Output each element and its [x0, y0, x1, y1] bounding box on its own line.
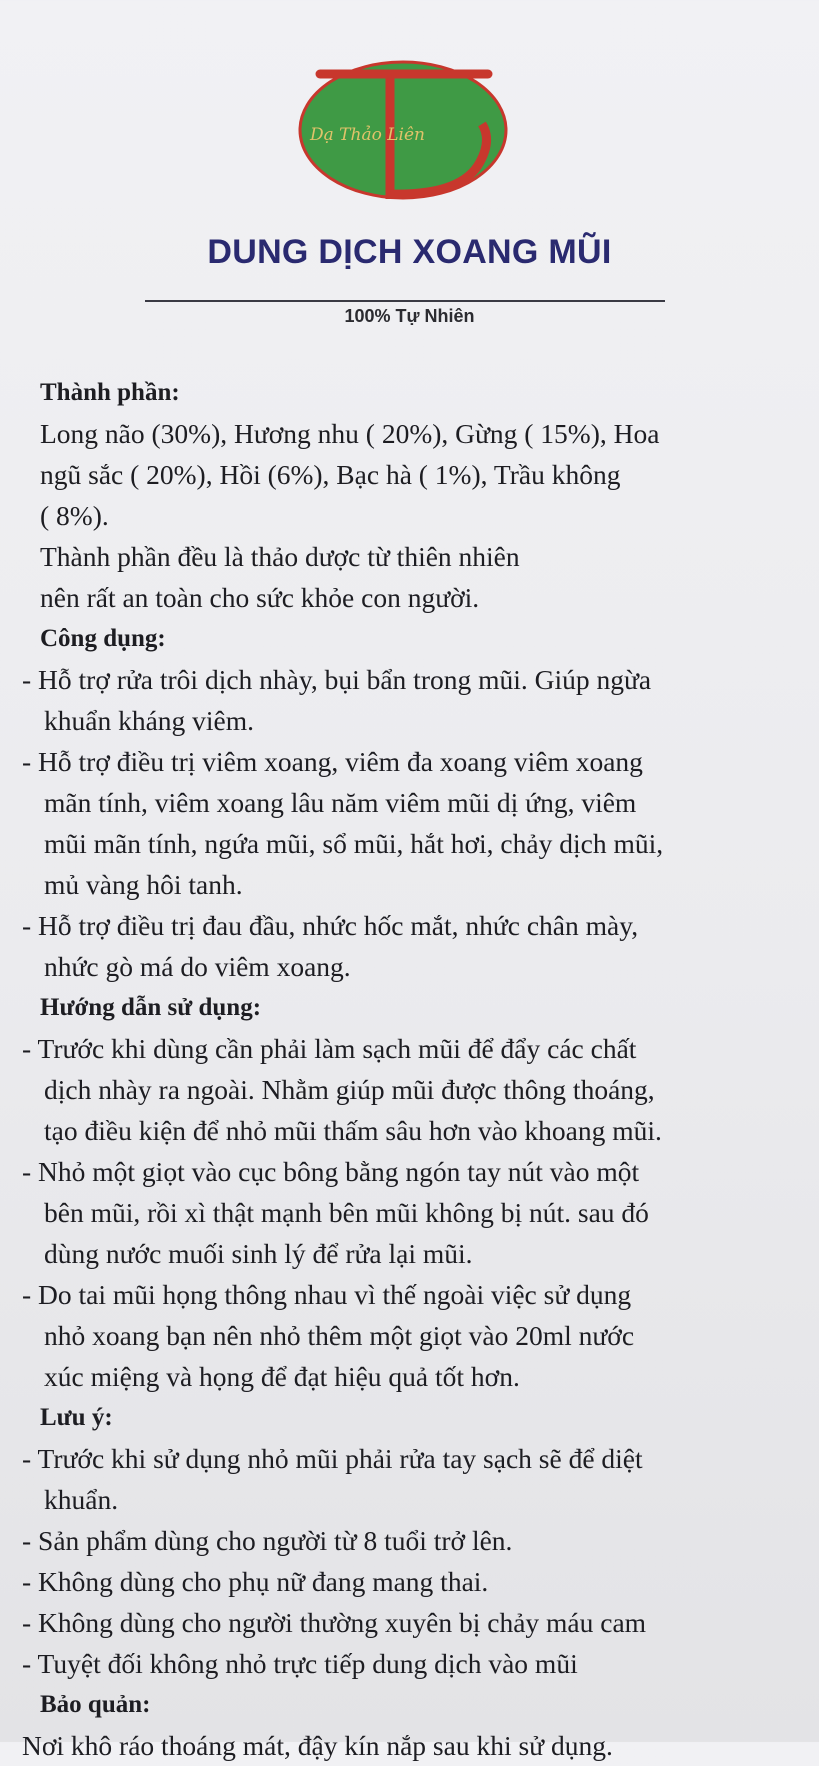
uses-line: mủ vàng hôi tanh. [44, 869, 243, 900]
logo-emblem-icon [292, 44, 514, 214]
instructions-line: - Nhỏ một giọt vào cục bông bằng ngón tay nút vào một [22, 1156, 640, 1187]
uses-line: - Hỗ trợ điều trị đau đầu, nhức hốc mắt, nhức chân mày, [22, 910, 639, 941]
ingredients-line: Thành phần đều là thảo dược từ thiên nhiên [40, 541, 520, 572]
notes-line: - Không dùng cho người thường xuyên bị chảy máu cam [22, 1607, 647, 1638]
notes-line: - Tuyệt đối không nhỏ trực tiếp dung dịch vào mũi [22, 1648, 578, 1679]
notes-line: - Sản phẩm dùng cho người từ 8 tuổi trở lên. [22, 1525, 513, 1556]
ingredients-line: nên rất an toàn cho sức khỏe con người. [40, 582, 480, 613]
instructions-line: nhỏ xoang bạn nên nhỏ thêm một giọt vào 20ml nước [44, 1320, 635, 1351]
instructions-line: - Do tai mũi họng thông nhau vì thế ngoài việc sử dụng [22, 1279, 632, 1310]
brand-logo [292, 44, 514, 214]
notes-line: - Không dùng cho phụ nữ đang mang thai. [22, 1566, 489, 1597]
uses-line: nhức gò má do viêm xoang. [44, 951, 351, 982]
uses-line: mãn tính, viêm xoang lâu năm viêm mũi dị ứng, viêm [44, 787, 637, 818]
storage-line: Nơi khô ráo thoáng mát, đậy kín nắp sau khi sử dụng. [22, 1730, 613, 1761]
product-subtitle: 100% Tự Nhiên [344, 306, 475, 326]
instructions-heading: Hướng dẫn sử dụng: [40, 994, 262, 1021]
storage-heading: Bảo quản: [40, 1691, 151, 1718]
instructions-line: xúc miệng và họng để đạt hiệu quả tốt hơn. [44, 1361, 520, 1392]
ingredients-heading: Thành phần: [40, 379, 180, 406]
title-divider [145, 300, 665, 302]
product-title: DUNG DỊCH XOANG MŨI [207, 233, 612, 271]
instructions-line: tạo điều kiện để nhỏ mũi thấm sâu hơn vào khoang mũi. [44, 1115, 662, 1146]
instructions-line: bên mũi, rồi xì thật mạnh bên mũi không bị nút. sau đó [44, 1197, 649, 1228]
uses-line: khuẩn kháng viêm. [44, 705, 255, 736]
instructions-line: - Trước khi dùng cần phải làm sạch mũi để đẩy các chất [22, 1033, 637, 1064]
uses-line: - Hỗ trợ rửa trôi dịch nhày, bụi bẩn trong mũi. Giúp ngừa [22, 664, 652, 695]
instructions-line: dùng nước muối sinh lý để rửa lại mũi. [44, 1238, 473, 1269]
uses-line: mũi mãn tính, ngứa mũi, sổ mũi, hắt hơi, chảy dịch mũi, [44, 828, 664, 859]
instructions-line: dịch nhày ra ngoài. Nhằm giúp mũi được thông thoáng, [44, 1074, 655, 1105]
ingredients-line: Long não (30%), Hương nhu ( 20%), Gừng ( 15%), Hoa [40, 418, 660, 449]
notes-line: khuẩn. [44, 1484, 119, 1515]
leaflet-body [22, 372, 812, 1766]
uses-line: - Hỗ trợ điều trị viêm xoang, viêm đa xoang viêm xoang [22, 746, 643, 777]
logo-brand-text: Dạ Thảo Liên [310, 125, 425, 145]
ingredients-line: ( 8%). [40, 500, 109, 531]
notes-heading: Lưu ý: [40, 1404, 113, 1431]
ingredients-line: ngũ sắc ( 20%), Hồi (6%), Bạc hà ( 1%), Trầu không [40, 459, 621, 490]
uses-heading: Công dụng: [40, 625, 166, 652]
notes-line: - Trước khi sử dụng nhỏ mũi phải rửa tay sạch sẽ để diệt [22, 1443, 643, 1474]
